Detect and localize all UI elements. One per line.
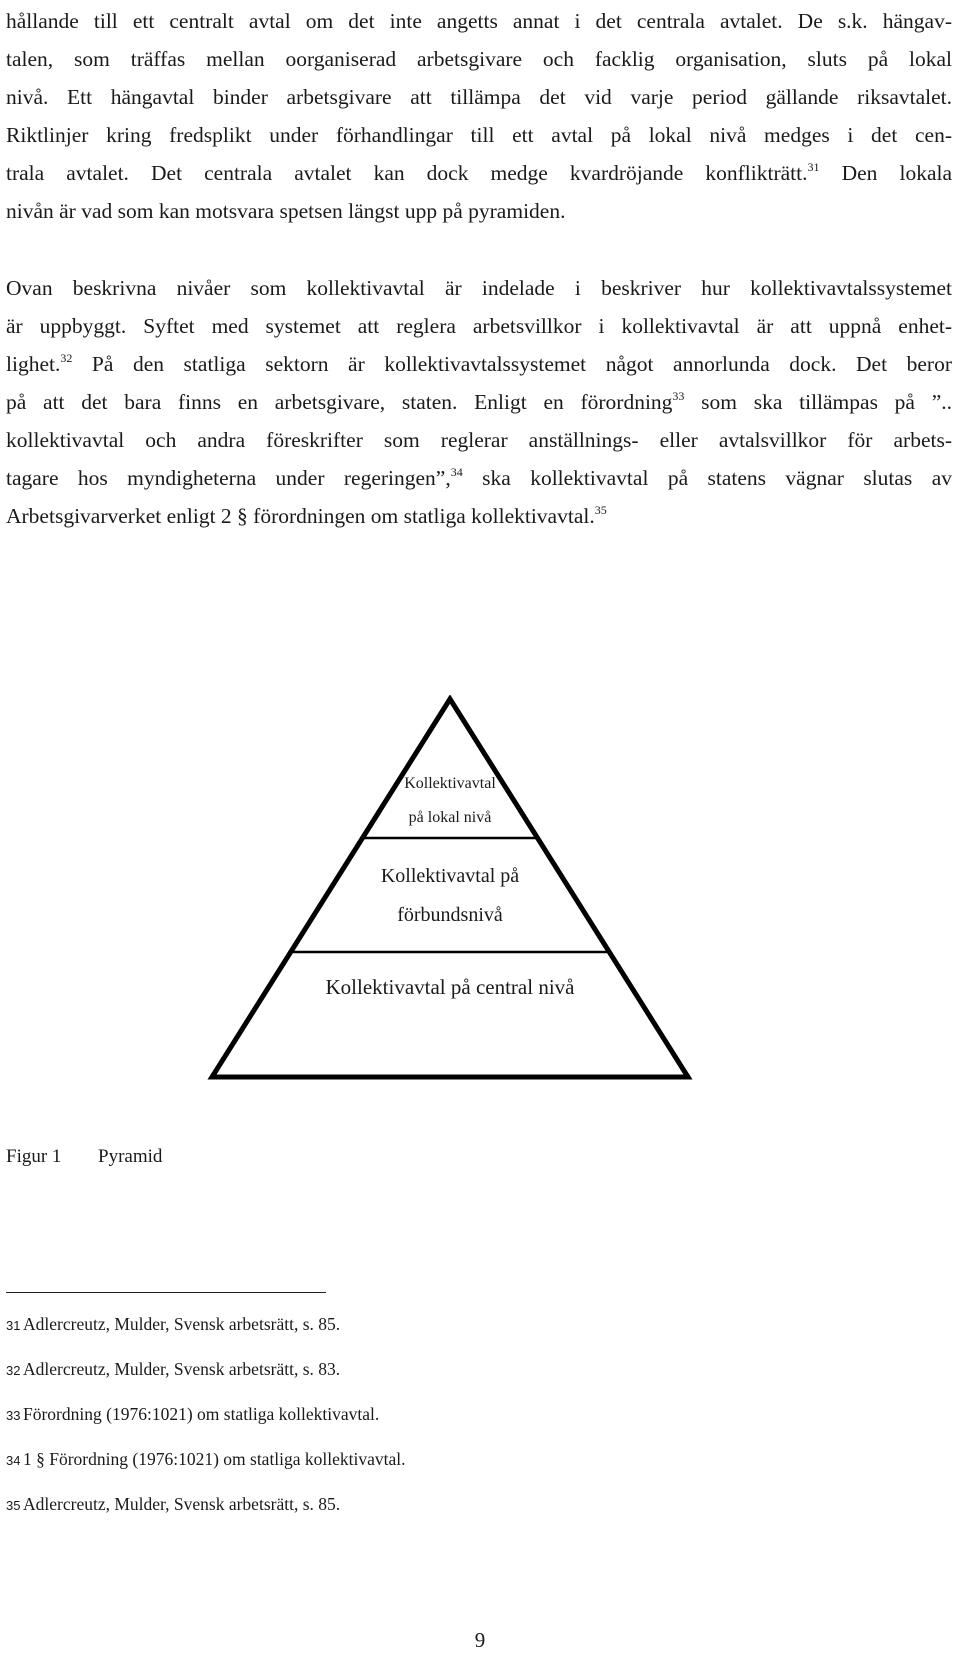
body-paragraph-2 [6,269,952,535]
footnote-35: 35 Adlercreutz, Mulder, Svensk arbetsrätt, s. 85. [6,1494,341,1514]
footnote-ref-33[interactable]: 33 [672,389,685,403]
text-line: Riktlinjer kring fredsplikt under förhandlingar till ett avtal på lokal nivå medges i det cen- [6,123,952,147]
footnote-ref-35[interactable]: 35 [594,503,607,517]
figure-caption [6,1146,162,1168]
footnote-ref-31[interactable]: 31 [807,160,820,174]
pyramid-level-central: Kollektivavtal på central nivå [325,975,575,999]
footnote-31: 31 Adlercreutz, Mulder, Svensk arbetsrätt, s. 85. [6,1314,341,1334]
text-line: på att det bara finns en arbetsgivare, staten. Enligt en förordning$^{33}$ som ska tillämpas på ”.. [6,389,952,414]
figure-label: Figur 1 [6,1146,62,1167]
text-line: nivå. Ett hängavtal binder arbetsgivare att tillämpa det vid varje period gällande riksavtalet. [6,85,952,109]
pyramid-level-local: Kollektivavtal på lokal nivå [404,775,496,826]
text-line: trala avtalet. Det centrala avtalet kan dock medge kvardröjande konflikträtt.$^{31}$ Den lokala [6,160,952,185]
text-line: nivån är vad som kan motsvara spetsen längst upp på pyramiden. [6,199,566,223]
text-line: hållande till ett centralt avtal om det inte angetts annat i det centrala avtalet. De s.k. hängav- [6,9,952,33]
footnote-ref-32[interactable]: 32 [60,351,73,365]
footnote-34: 34 1 § Förordning (1976:1021) om statliga kollektivavtal. [6,1449,406,1469]
text-line: tagare hos myndigheterna under regeringen”,$^{34}$ ska kollektivavtal på statens vägnar slutas av [6,465,952,490]
text-line: Ovan beskrivna nivåer som kollektivavtal är indelade i beskriver hur kollektivavtalssystemet [6,276,952,300]
footnote-33: 33 Förordning (1976:1021) om statliga kollektivavtal. [6,1404,380,1424]
text-line: är uppbyggt. Syftet med systemet att reglera arbetsvillkor i kollektivavtal är att uppnå enhet- [6,314,952,338]
footnote-ref-34[interactable]: 34 [450,465,463,479]
pyramid-figure [200,695,700,1085]
text-line: talen, som träffas mellan oorganiserad arbetsgivare och facklig organisation, sluts på lokal [6,47,952,71]
footnote-32: 32 Adlercreutz, Mulder, Svensk arbetsrätt, s. 83. [6,1359,341,1379]
figure-title: Pyramid [98,1146,163,1167]
text-line: Arbetsgivarverket enligt 2 § förordningen om statliga kollektivavtal.$^{35}$ [6,503,607,528]
body-paragraph-1 [6,2,952,230]
text-line: kollektivavtal och andra föreskrifter som reglerar anställnings- eller avtalsvillkor för arbets- [6,428,952,452]
text-line: lighet.$^{32}$ På den statliga sektorn är kollektivavtalssystemet något annorlunda dock. Det beror [6,351,952,376]
pyramid-level-federation: Kollektivavtal på förbundsnivå [380,865,520,926]
footnote-separator [6,1292,326,1293]
footnotes [6,1302,906,1527]
page-number: 9 [474,1628,486,1652]
